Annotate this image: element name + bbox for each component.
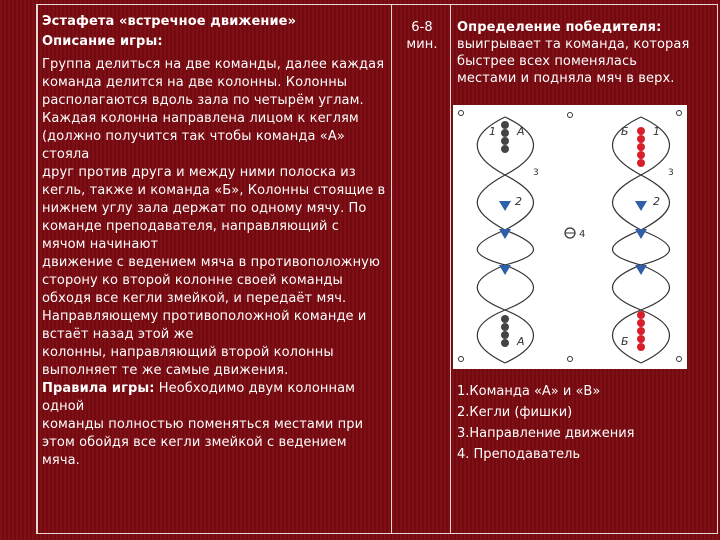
table-divider-left xyxy=(37,5,38,533)
description-line: встаёт назад этой же xyxy=(42,327,194,342)
winner-heading: Определение победителя: xyxy=(457,20,662,35)
winner-line: выигрывает та команда, которая xyxy=(457,37,690,52)
description-line: выполняет те же самые движения. xyxy=(42,363,289,378)
description-line: сторону ко второй колонне своей команды xyxy=(42,273,343,288)
team-b-top-column xyxy=(637,127,645,167)
label-num4: 4 xyxy=(579,229,586,240)
duration-unit: мин. xyxy=(406,37,438,52)
rules-line: Необходимо двум колоннам xyxy=(154,381,356,396)
label-num3: 3 xyxy=(533,168,539,178)
description-line: кегль, также и команда «Б», Колонны стоящие в xyxy=(42,183,386,198)
label-num1: 1 xyxy=(489,125,496,138)
rules-line: команды полностью поменяться местами при xyxy=(42,417,364,432)
description-line: Группа делиться на две команды, далее каждая xyxy=(42,57,385,72)
team-b-bottom-column xyxy=(637,311,645,351)
description-line: (должно получится так чтобы команда «А» xyxy=(42,129,345,144)
description-line: Направляющему противоположной команде и xyxy=(42,309,367,324)
label-team-b-bottom: Б xyxy=(621,335,629,348)
rules-heading: Правила игры: xyxy=(42,381,155,396)
description-line: нижнем углу зала держат по одному мячу. По xyxy=(42,201,367,216)
game-diagram xyxy=(453,105,687,369)
legend-item: 1.Команда «А» и «В» xyxy=(457,384,601,399)
rules-line: этом обойдя все кегли змейкой с ведением xyxy=(42,435,347,450)
duration-cell xyxy=(397,19,447,53)
game-description-cell xyxy=(42,13,392,470)
rules-first-line xyxy=(42,380,392,398)
description-line: стояла xyxy=(42,147,90,162)
legend-item: 3.Направление движения xyxy=(457,426,635,441)
label-num3-right: 3 xyxy=(668,168,674,178)
description-line: команда делится на две колонны. Колонны xyxy=(42,75,348,90)
description-line: располагаются вдоль зала по четырём углам. xyxy=(42,93,364,108)
label-num2-right: 2 xyxy=(653,195,660,208)
label-num2: 2 xyxy=(515,195,522,208)
rules-line: мяча. xyxy=(42,453,80,468)
diagram-svg xyxy=(453,105,687,369)
description-line: движение с ведением мяча в противоположную xyxy=(42,255,381,270)
winner-cell xyxy=(457,19,717,87)
description-line: Каждая колонна направлена лицом к кеглям xyxy=(42,111,359,126)
description-line: друг против друга и между ними полоска из xyxy=(42,165,356,180)
duration-value: 6-8 xyxy=(411,20,433,35)
winner-line: местами и подняла мяч в верх. xyxy=(457,71,675,86)
game-title: Эстафета «встречное движение» xyxy=(42,14,297,29)
label-team-b-top: Б xyxy=(621,125,629,138)
description-text xyxy=(42,56,392,380)
description-line: мячом начинают xyxy=(42,237,159,252)
game-table xyxy=(36,4,718,534)
winner-line: быстрее всех поменялась xyxy=(457,54,637,69)
description-line: команде преподавателя, направляющий с xyxy=(42,219,339,234)
legend-item: 2.Кегли (фишки) xyxy=(457,405,573,420)
label-num1-right: 1 xyxy=(653,125,660,138)
legend-item: 4. Преподаватель xyxy=(457,447,581,462)
description-line: колонны, направляющий второй колонны xyxy=(42,345,334,360)
description-heading: Описание игры: xyxy=(42,34,163,49)
label-team-a-bottom: А xyxy=(517,335,525,348)
label-team-a-top: А xyxy=(517,125,525,138)
rules-line: одной xyxy=(42,399,85,414)
description-line: обходя все кегли змейкой, и передаёт мяч. xyxy=(42,291,347,306)
diagram-legend xyxy=(457,381,707,465)
table-divider-2 xyxy=(450,5,451,533)
